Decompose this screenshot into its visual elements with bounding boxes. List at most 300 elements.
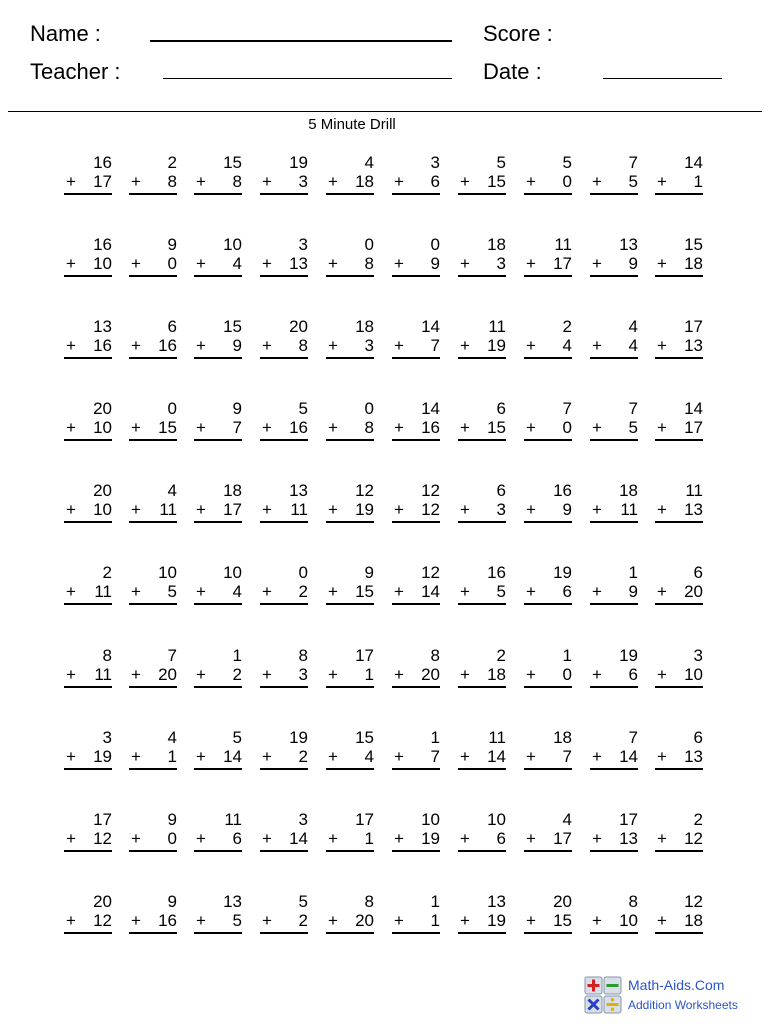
second-addend: 6	[628, 665, 638, 684]
second-addend-row	[655, 830, 703, 849]
second-addend-row	[326, 830, 374, 849]
answer-line	[458, 768, 506, 770]
second-addend-row	[524, 173, 572, 192]
first-addend: 12	[355, 481, 374, 500]
first-addend: 11	[224, 810, 242, 829]
second-addend-row	[260, 337, 308, 356]
answer-line	[590, 357, 638, 359]
addition-problem	[524, 318, 572, 356]
answer-line	[64, 521, 112, 523]
second-addend-row	[392, 419, 440, 438]
second-addend: 0	[167, 254, 177, 273]
answer-line	[129, 768, 177, 770]
plus-sign: +	[262, 829, 272, 848]
first-addend: 0	[167, 399, 177, 418]
second-addend-row	[458, 337, 506, 356]
addition-problem	[194, 729, 242, 767]
first-addend: 6	[693, 728, 703, 747]
answer-line	[326, 850, 374, 852]
plus-sign: +	[592, 829, 602, 848]
second-addend: 0	[562, 172, 572, 191]
second-addend-row	[129, 337, 177, 356]
second-addend-row	[194, 748, 242, 767]
second-addend-row	[458, 255, 506, 274]
date-label: Date :	[483, 59, 542, 84]
plus-sign: +	[526, 336, 536, 355]
second-addend-row	[64, 830, 112, 849]
plus-sign: +	[262, 336, 272, 355]
plus-sign: +	[328, 254, 338, 273]
second-addend: 14	[421, 582, 440, 601]
addition-problem	[524, 893, 572, 931]
addition-problem	[655, 482, 703, 520]
answer-line	[129, 932, 177, 934]
second-addend: 9	[628, 254, 638, 273]
addition-problem	[194, 318, 242, 356]
plus-sign: +	[328, 336, 338, 355]
first-addend: 14	[421, 399, 440, 418]
second-addend: 19	[421, 829, 440, 848]
plus-sign: +	[262, 172, 272, 191]
answer-line	[655, 932, 703, 934]
addition-problem	[392, 564, 440, 602]
second-addend: 3	[364, 336, 374, 355]
answer-line	[524, 932, 572, 934]
plus-sign: +	[526, 829, 536, 848]
addition-problem	[326, 811, 374, 849]
first-addend: 16	[487, 563, 506, 582]
answer-line	[458, 603, 506, 605]
second-addend: 2	[298, 582, 308, 601]
first-addend: 18	[355, 317, 374, 336]
second-addend-row	[392, 830, 440, 849]
addition-problem	[194, 236, 242, 274]
addition-problem	[326, 893, 374, 931]
addition-problem	[458, 647, 506, 685]
plus-sign: +	[328, 418, 338, 437]
plus-sign: +	[460, 172, 470, 191]
answer-line	[392, 932, 440, 934]
addition-problem	[590, 647, 638, 685]
first-addend: 20	[289, 317, 308, 336]
plus-sign: +	[460, 665, 470, 684]
first-addend: 10	[158, 563, 177, 582]
second-addend: 10	[93, 418, 112, 437]
second-addend: 8	[364, 254, 374, 273]
first-addend: 5	[232, 728, 242, 747]
plus-sign: +	[131, 254, 141, 273]
second-addend: 4	[628, 336, 638, 355]
second-addend-row	[64, 666, 112, 685]
first-addend: 1	[628, 563, 638, 582]
answer-line	[194, 686, 242, 688]
second-addend: 14	[223, 747, 242, 766]
second-addend-row	[524, 501, 572, 520]
first-addend: 1	[562, 646, 572, 665]
second-addend-row	[129, 419, 177, 438]
second-addend-row	[194, 419, 242, 438]
answer-line	[392, 521, 440, 523]
second-addend: 11	[94, 665, 112, 684]
second-addend: 17	[93, 172, 112, 191]
second-addend-row	[458, 419, 506, 438]
plus-sign: +	[328, 747, 338, 766]
addition-problem	[194, 400, 242, 438]
answer-line	[590, 275, 638, 277]
first-addend: 2	[496, 646, 506, 665]
answer-line	[392, 603, 440, 605]
plus-sign: +	[526, 582, 536, 601]
first-addend: 5	[562, 153, 572, 172]
answer-line	[655, 850, 703, 852]
addition-problem	[590, 154, 638, 192]
second-addend-row	[392, 173, 440, 192]
plus-sign: +	[66, 582, 76, 601]
second-addend: 16	[158, 911, 177, 930]
answer-line	[458, 439, 506, 441]
addition-problem	[655, 236, 703, 274]
first-addend: 15	[223, 153, 242, 172]
answer-line	[326, 932, 374, 934]
first-addend: 2	[693, 810, 703, 829]
first-addend: 7	[628, 399, 638, 418]
answer-line	[194, 439, 242, 441]
first-addend: 13	[487, 892, 506, 911]
second-addend: 10	[619, 911, 638, 930]
addition-problem	[392, 318, 440, 356]
first-addend: 8	[430, 646, 440, 665]
second-addend: 2	[298, 747, 308, 766]
second-addend: 4	[364, 747, 374, 766]
brand-name[interactable]: Math-Aids.Com	[628, 977, 725, 993]
second-addend-row	[64, 501, 112, 520]
first-addend: 4	[167, 728, 177, 747]
plus-sign: +	[66, 336, 76, 355]
plus-sign: +	[328, 829, 338, 848]
second-addend: 5	[628, 172, 638, 191]
answer-line	[590, 932, 638, 934]
second-addend: 10	[93, 254, 112, 273]
answer-line	[260, 686, 308, 688]
plus-sign: +	[460, 336, 470, 355]
second-addend: 17	[223, 500, 242, 519]
addition-problem	[326, 154, 374, 192]
plus-sign: +	[657, 747, 667, 766]
answer-line	[524, 357, 572, 359]
addition-problem	[590, 564, 638, 602]
addition-problem	[392, 154, 440, 192]
second-addend: 13	[684, 747, 703, 766]
answer-line	[194, 932, 242, 934]
first-addend: 0	[364, 235, 374, 254]
second-addend-row	[260, 255, 308, 274]
second-addend-row	[260, 419, 308, 438]
plus-sign: +	[526, 172, 536, 191]
plus-sign: +	[196, 500, 206, 519]
second-addend-row	[64, 419, 112, 438]
first-addend: 0	[298, 563, 308, 582]
second-addend: 20	[158, 665, 177, 684]
first-addend: 14	[684, 399, 703, 418]
plus-sign: +	[657, 911, 667, 930]
plus-sign: +	[131, 172, 141, 191]
second-addend: 3	[496, 254, 506, 273]
answer-line	[194, 521, 242, 523]
answer-line	[590, 521, 638, 523]
second-addend-row	[590, 912, 638, 931]
second-addend-row	[326, 666, 374, 685]
first-addend: 3	[430, 153, 440, 172]
addition-problem	[64, 564, 112, 602]
plus-sign: +	[66, 254, 76, 273]
first-addend: 16	[93, 153, 112, 172]
first-addend: 3	[693, 646, 703, 665]
second-addend: 0	[167, 829, 177, 848]
addition-problem	[590, 400, 638, 438]
answer-line	[458, 275, 506, 277]
addition-problem	[655, 729, 703, 767]
second-addend: 13	[684, 500, 703, 519]
plus-sign: +	[66, 418, 76, 437]
answer-line	[590, 439, 638, 441]
second-addend-row	[590, 173, 638, 192]
second-addend: 19	[93, 747, 112, 766]
first-addend: 15	[355, 728, 374, 747]
second-addend-row	[655, 337, 703, 356]
first-addend: 17	[355, 646, 374, 665]
second-addend: 2	[232, 665, 242, 684]
second-addend: 3	[496, 500, 506, 519]
second-addend: 18	[684, 254, 703, 273]
addition-problem	[260, 400, 308, 438]
first-addend: 20	[93, 399, 112, 418]
answer-line	[129, 439, 177, 441]
answer-line	[458, 686, 506, 688]
addition-problem	[392, 729, 440, 767]
name-line	[150, 40, 452, 42]
answer-line	[260, 193, 308, 195]
answer-line	[260, 932, 308, 934]
addition-problem	[458, 482, 506, 520]
second-addend-row	[524, 255, 572, 274]
addition-problem	[458, 400, 506, 438]
second-addend: 12	[684, 829, 703, 848]
addition-problem	[590, 811, 638, 849]
answer-line	[392, 850, 440, 852]
addition-problem	[458, 564, 506, 602]
second-addend: 1	[693, 172, 703, 191]
answer-line	[524, 686, 572, 688]
addition-problem	[64, 729, 112, 767]
addition-problem	[458, 318, 506, 356]
plus-sign: +	[196, 254, 206, 273]
first-addend: 11	[685, 481, 703, 500]
answer-line	[64, 850, 112, 852]
answer-line	[392, 275, 440, 277]
second-addend-row	[590, 830, 638, 849]
plus-sign: +	[196, 747, 206, 766]
plus-sign: +	[328, 582, 338, 601]
second-addend-row	[260, 501, 308, 520]
second-addend: 4	[232, 582, 242, 601]
first-addend: 17	[684, 317, 703, 336]
second-addend-row	[458, 912, 506, 931]
first-addend: 18	[223, 481, 242, 500]
second-addend: 14	[289, 829, 308, 848]
addition-problem	[524, 482, 572, 520]
answer-line	[458, 521, 506, 523]
answer-line	[524, 521, 572, 523]
plus-sign: +	[394, 911, 404, 930]
addition-problem	[326, 236, 374, 274]
teacher-line	[163, 78, 452, 79]
second-addend: 20	[355, 911, 374, 930]
first-addend: 18	[553, 728, 572, 747]
addition-problem	[260, 236, 308, 274]
first-addend: 12	[421, 563, 440, 582]
second-addend-row	[392, 748, 440, 767]
second-addend-row	[590, 337, 638, 356]
second-addend-row	[64, 583, 112, 602]
addition-problem	[326, 729, 374, 767]
first-addend: 9	[167, 810, 177, 829]
second-addend: 4	[232, 254, 242, 273]
plus-sign: +	[592, 254, 602, 273]
first-addend: 10	[223, 563, 242, 582]
answer-line	[129, 850, 177, 852]
addition-problem	[655, 318, 703, 356]
second-addend-row	[194, 830, 242, 849]
second-addend: 7	[430, 747, 440, 766]
second-addend-row	[129, 830, 177, 849]
second-addend-row	[458, 748, 506, 767]
first-addend: 6	[496, 481, 506, 500]
second-addend-row	[326, 419, 374, 438]
second-addend: 1	[167, 747, 177, 766]
addition-problem	[194, 154, 242, 192]
plus-sign: +	[526, 911, 536, 930]
addition-problem	[64, 400, 112, 438]
second-addend: 13	[684, 336, 703, 355]
addition-problem	[392, 647, 440, 685]
first-addend: 5	[496, 153, 506, 172]
addition-problem	[524, 811, 572, 849]
first-addend: 16	[93, 235, 112, 254]
plus-sign: +	[460, 582, 470, 601]
second-addend-row	[590, 748, 638, 767]
first-addend: 0	[430, 235, 440, 254]
second-addend-row	[590, 501, 638, 520]
addition-problem	[590, 729, 638, 767]
plus-sign: +	[262, 500, 272, 519]
answer-line	[326, 521, 374, 523]
first-addend: 3	[298, 235, 308, 254]
addition-problem	[590, 318, 638, 356]
second-addend: 16	[289, 418, 308, 437]
plus-sign: +	[657, 665, 667, 684]
second-addend: 16	[93, 336, 112, 355]
second-addend: 12	[93, 829, 112, 848]
second-addend: 11	[159, 500, 177, 519]
second-addend: 17	[553, 254, 572, 273]
second-addend-row	[392, 912, 440, 931]
answer-line	[326, 275, 374, 277]
second-addend-row	[194, 255, 242, 274]
plus-sign: +	[657, 254, 667, 273]
answer-line	[590, 686, 638, 688]
second-addend: 7	[232, 418, 242, 437]
answer-line	[524, 439, 572, 441]
addition-problem	[524, 729, 572, 767]
first-addend: 5	[298, 399, 308, 418]
second-addend-row	[129, 501, 177, 520]
first-addend: 8	[298, 646, 308, 665]
plus-sign: +	[131, 500, 141, 519]
plus-sign: +	[526, 747, 536, 766]
second-addend-row	[392, 501, 440, 520]
first-addend: 12	[421, 481, 440, 500]
second-addend-row	[129, 666, 177, 685]
second-addend: 11	[290, 500, 308, 519]
answer-line	[260, 850, 308, 852]
second-addend: 8	[167, 172, 177, 191]
first-addend: 1	[430, 728, 440, 747]
addition-problem	[392, 811, 440, 849]
second-addend: 16	[421, 418, 440, 437]
addition-problem	[194, 482, 242, 520]
second-addend: 3	[298, 665, 308, 684]
second-addend: 14	[619, 747, 638, 766]
plus-sign: +	[592, 582, 602, 601]
first-addend: 11	[488, 728, 506, 747]
second-addend-row	[655, 912, 703, 931]
second-addend: 5	[232, 911, 242, 930]
first-addend: 5	[298, 892, 308, 911]
first-addend: 13	[223, 892, 242, 911]
addition-problem	[326, 564, 374, 602]
answer-line	[129, 275, 177, 277]
plus-sign: +	[592, 336, 602, 355]
first-addend: 8	[102, 646, 112, 665]
first-addend: 3	[102, 728, 112, 747]
addition-problem	[194, 564, 242, 602]
plus-sign: +	[196, 665, 206, 684]
answer-line	[590, 768, 638, 770]
addition-problem	[524, 400, 572, 438]
second-addend-row	[524, 748, 572, 767]
plus-sign: +	[657, 172, 667, 191]
first-addend: 7	[628, 153, 638, 172]
answer-line	[524, 193, 572, 195]
plus-sign: +	[66, 747, 76, 766]
second-addend: 15	[553, 911, 572, 930]
second-addend-row	[392, 666, 440, 685]
first-addend: 8	[628, 892, 638, 911]
second-addend-row	[260, 830, 308, 849]
second-addend: 20	[421, 665, 440, 684]
plus-sign: +	[66, 500, 76, 519]
header-divider	[8, 111, 762, 112]
second-addend: 1	[364, 829, 374, 848]
second-addend: 19	[487, 911, 506, 930]
answer-line	[590, 603, 638, 605]
plus-sign: +	[460, 911, 470, 930]
plus-sign: +	[460, 500, 470, 519]
second-addend: 7	[430, 336, 440, 355]
answer-line	[524, 768, 572, 770]
plus-sign: +	[131, 582, 141, 601]
second-addend-row	[655, 173, 703, 192]
